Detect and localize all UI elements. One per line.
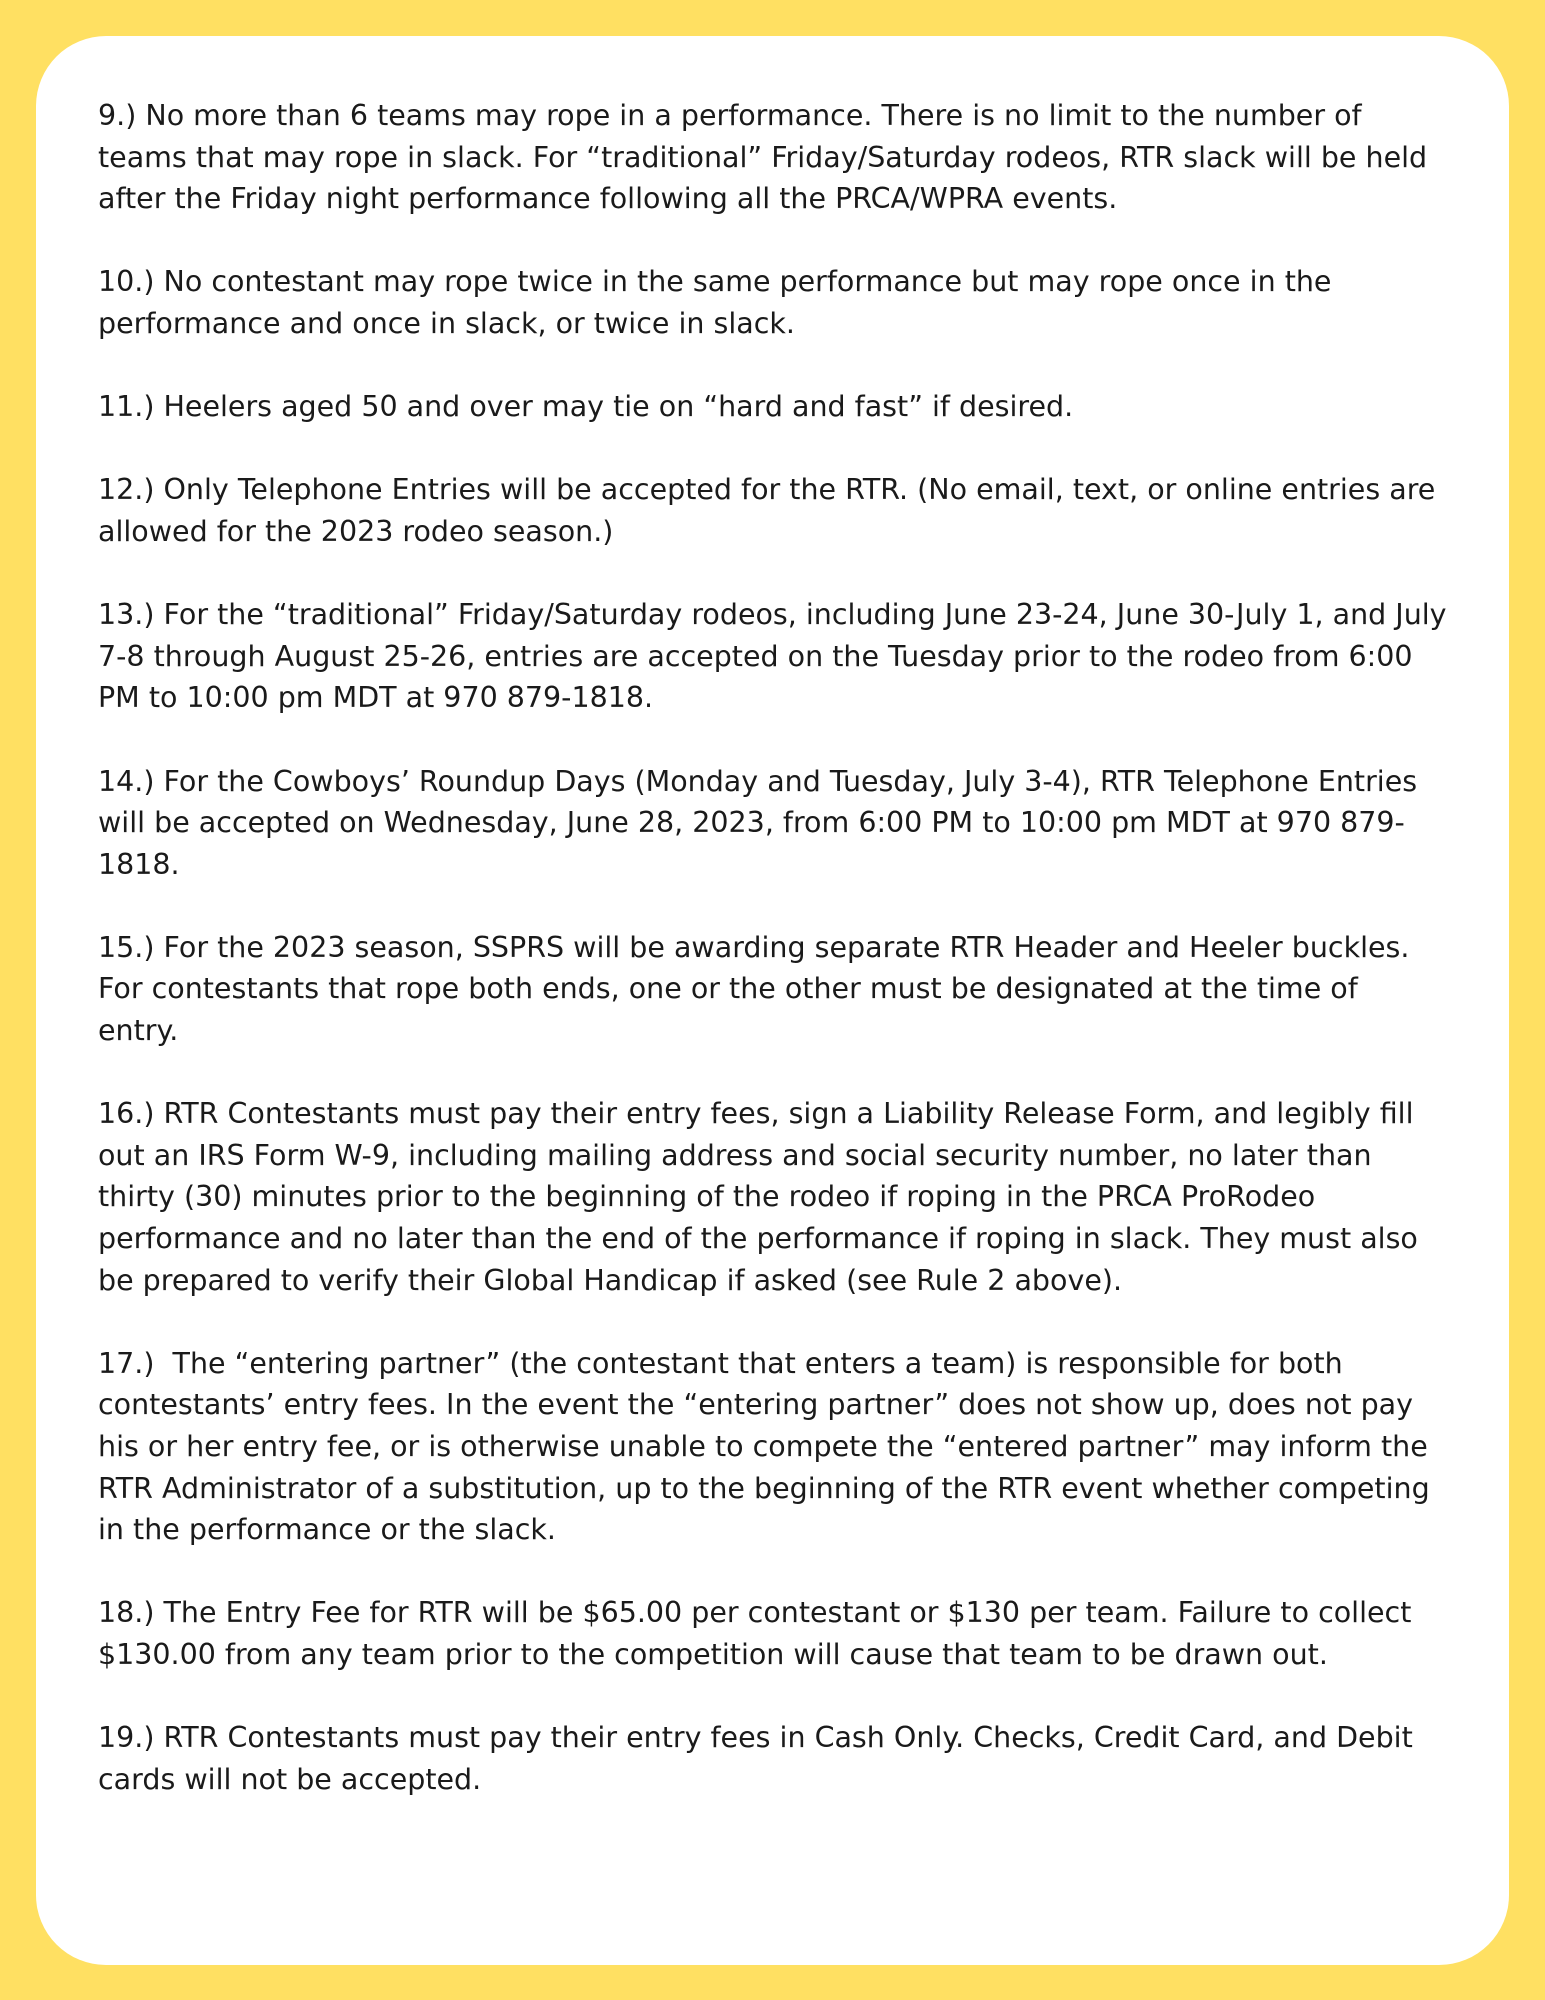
rule-10: 10.) No contestant may rope twice in the same performance but may rope once in the performance and once in slack, or twice in slack. [98,265,1341,340]
rule-12: 12.) Only Telephone Entries will be accepted for the RTR. (No email, text, or online entries are allowed for the 2023 rodeo season.) [98,473,1445,548]
rule-19: 19.) RTR Contestants must pay their entry fees in Cash Only. Checks, Credit Card, and Debit cards will not be accepted. [98,1721,1422,1796]
rules-list [98,95,1456,1800]
rule-15: 15.) For the 2023 season, SSPRS will be awarding separate RTR Header and Heeler buckles. For contestants that rope both ends, one or the other must be designated at the time of entry. [98,930,1419,1048]
rule-11: 11.) Heelers aged 50 and over may tie on “hard and fast” if desired. [98,390,1074,424]
rules-card [36,36,1509,1965]
rule-16: 16.) RTR Contestants must pay their entry fees, sign a Liability Release Form, and legibly fill out an IRS Form W-9, including mailing address and social security number, no later than thirty (30) minutes prior to the beginning of the rodeo if roping in the PRCA ProRodeo performance and no later than the end of the performance if roping in slack. They must also be prepared to verify their Global Handicap if asked (see Rule 2 above). [98,1097,1427,1297]
rule-13: 13.) For the “traditional” Friday/Saturday rodeos, including June 23-24, June 30-July 1, and July 7-8 through August 25-26, entries are accepted on the Tuesday prior to the rodeo from 6:00 PM to 10:00 pm MDT at 970 879-1818. [98,598,1456,715]
rule-18: 18.) The Entry Fee for RTR will be $65.00 per contestant or $130 per team. Failure to collect $130.00 from any team prior to the competition will cause that team to be drawn out. [98,1596,1421,1671]
rule-17: 17.) The “entering partner” (the contestant that enters a team) is responsible for both contestants’ entry fees. In the event the “entering partner” does not show up, does not pay his or her entry fee, or is otherwise unable to compete the “entered partner” may inform the RTR Administrator of a substitution, up to the beginning of the RTR event whether competing in the performance or the slack. [98,1346,1439,1547]
rule-14: 14.) For the Cowboys’ Roundup Days (Monday and Tuesday, July 3-4), RTR Telephone Entries will be accepted on Wednesday, June 28, 2023, from 6:00 PM to 10:00 pm MDT at 970 879-1818. [98,764,1427,881]
rule-9: 9.) No more than 6 teams may rope in a performance. There is no limit to the number of teams that may rope in slack. For “traditional” Friday/Saturday rodeos, RTR slack will be held after the Friday night performance following all the PRCA/WPRA events. [98,99,1437,216]
